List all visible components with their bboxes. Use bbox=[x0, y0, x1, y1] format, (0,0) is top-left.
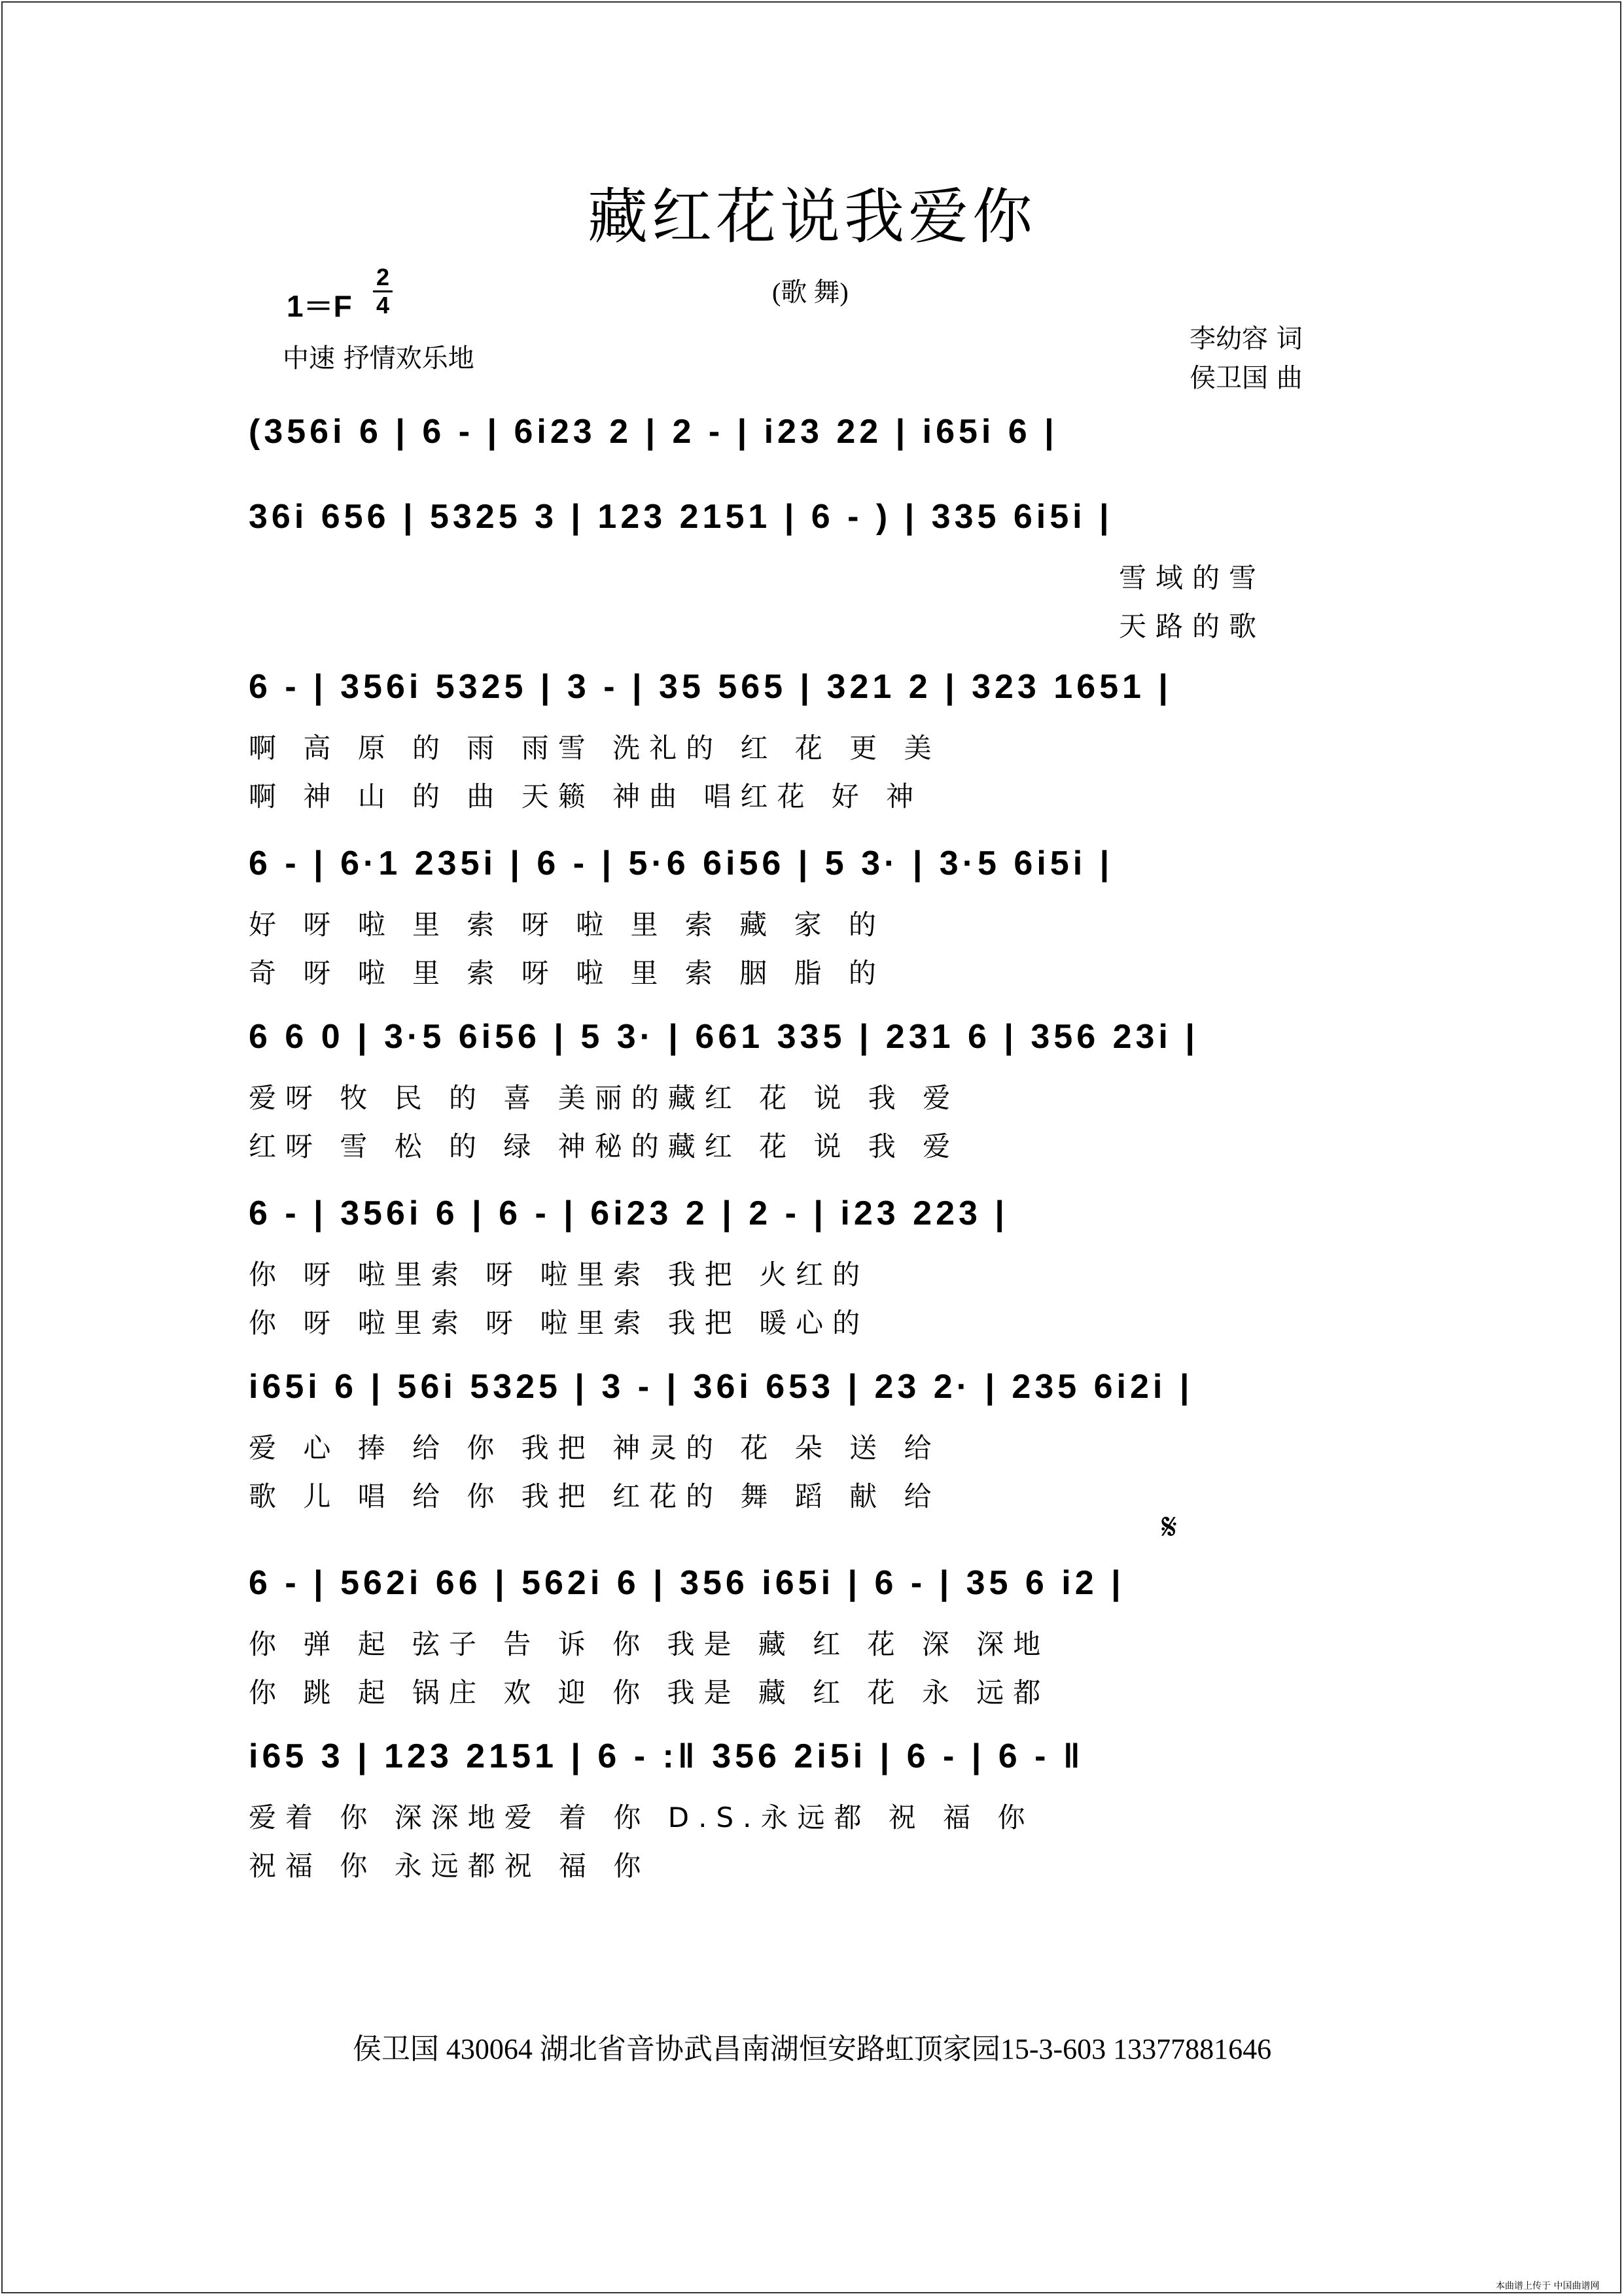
key-signature: 1＝F bbox=[287, 289, 352, 323]
lyric-verse-2: 红呀 雪 松 的 绿 神秘的藏红 花 说 我 爱 bbox=[249, 1130, 960, 1162]
composer: 侯卫国 曲 bbox=[1190, 363, 1303, 393]
lyric-verse-2: 奇 呀 啦 里 索 呀 啦 里 索 胭 脂 的 bbox=[249, 957, 885, 989]
time-signature-bottom: 4 bbox=[376, 292, 390, 319]
lyric-verse-1: 你 弹 起 弦子 告 诉 你 我是 藏 红 花 深 深地 bbox=[249, 1628, 1050, 1660]
lyric-verse-1: 爱着 你 深深地爱 着 你 D.S.永远都 祝 福 你 bbox=[249, 1801, 1034, 1834]
notation-line: 6 - | 6·1 235i | 6 - | 5·6 6i56 | 5 3· | 3·5 6i5i | bbox=[249, 844, 1114, 882]
lyric-verse-2: 天路的歌 bbox=[1119, 610, 1266, 642]
notation-line: 6 - | 356i 6 | 6 - | 6i23 2 | 2 - | i23 223 | bbox=[249, 1194, 1008, 1232]
time-signature bbox=[373, 264, 393, 319]
lyric-verse-2: 你 跳 起 锅庄 欢 迎 你 我是 藏 红 花 永 远都 bbox=[249, 1677, 1050, 1709]
lyric-verse-1: 爱 心 捧 给 你 我把 神灵的 花 朵 送 给 bbox=[249, 1432, 941, 1464]
song-title: 藏红花说我爱你 bbox=[587, 184, 1036, 251]
lyric-verse-1: 你 呀 啦里索 呀 啦里索 我把 火红的 bbox=[249, 1259, 870, 1291]
upload-note: 本曲谱上传于 中国曲谱网 bbox=[1496, 2281, 1600, 2291]
tempo-marking: 中速 抒情欢乐地 bbox=[283, 343, 474, 374]
lyricist: 李幼容 词 bbox=[1190, 324, 1303, 354]
notation-line: 36i 656 | 5325 3 | 123 2151 | 6 - ) | 335 6i5i | bbox=[249, 498, 1113, 536]
notation-line: i65i 6 | 56i 5325 | 3 - | 36i 653 | 23 2· | 235 6i2i | bbox=[249, 1368, 1193, 1406]
lyric-verse-2: 祝福 你 永远都祝 福 你 bbox=[249, 1850, 650, 1882]
credits bbox=[1190, 319, 1303, 398]
lyric-verse-2: 你 呀 啦里索 呀 啦里索 我把 暖心的 bbox=[249, 1307, 870, 1339]
notation-line: i65 3 | 123 2151 | 6 - :‖ 356 2i5i | 6 - | 6 - ‖ bbox=[249, 1737, 1084, 1775]
lyric-verse-2: 歌 儿 唱 给 你 我把 红花的 舞 蹈 献 给 bbox=[249, 1480, 941, 1512]
lyric-verse-2: 啊 神 山 的 曲 天籁 神曲 唱红花 好 神 bbox=[249, 780, 923, 812]
notation-line: 6 6 0 | 3·5 6i56 | 5 3· | 661 335 | 231 6 | 356 23i | bbox=[249, 1018, 1199, 1056]
lyric-verse-1: 爱呀 牧 民 的 喜 美丽的藏红 花 说 我 爱 bbox=[249, 1082, 960, 1114]
lyric-verse-1: 啊 高 原 的 雨 雨雪 洗礼的 红 花 更 美 bbox=[249, 732, 941, 764]
song-subtitle: (歌 舞) bbox=[772, 277, 849, 307]
footer-contact: 侯卫国 430064 湖北省音协武昌南湖恒安路虹顶家园15-3-603 13377881646 bbox=[352, 2033, 1272, 2065]
segno-sign: 𝄋 bbox=[1161, 1506, 1178, 1548]
time-signature-top: 2 bbox=[373, 264, 393, 292]
notation-line: (356i 6 | 6 - | 6i23 2 | 2 - | i23 22 | i65i 6 | bbox=[249, 413, 1058, 451]
lyric-verse-1: 雪域的雪 bbox=[1119, 562, 1266, 594]
lyric-verse-1: 好 呀 啦 里 索 呀 啦 里 索 藏 家 的 bbox=[249, 909, 885, 941]
notation-line: 6 - | 356i 5325 | 3 - | 35 565 | 321 2 | 323 1651 | bbox=[249, 668, 1172, 706]
notation-line: 6 - | 562i 66 | 562i 6 | 356 i65i | 6 - | 35 6 i2 | bbox=[249, 1564, 1125, 1602]
